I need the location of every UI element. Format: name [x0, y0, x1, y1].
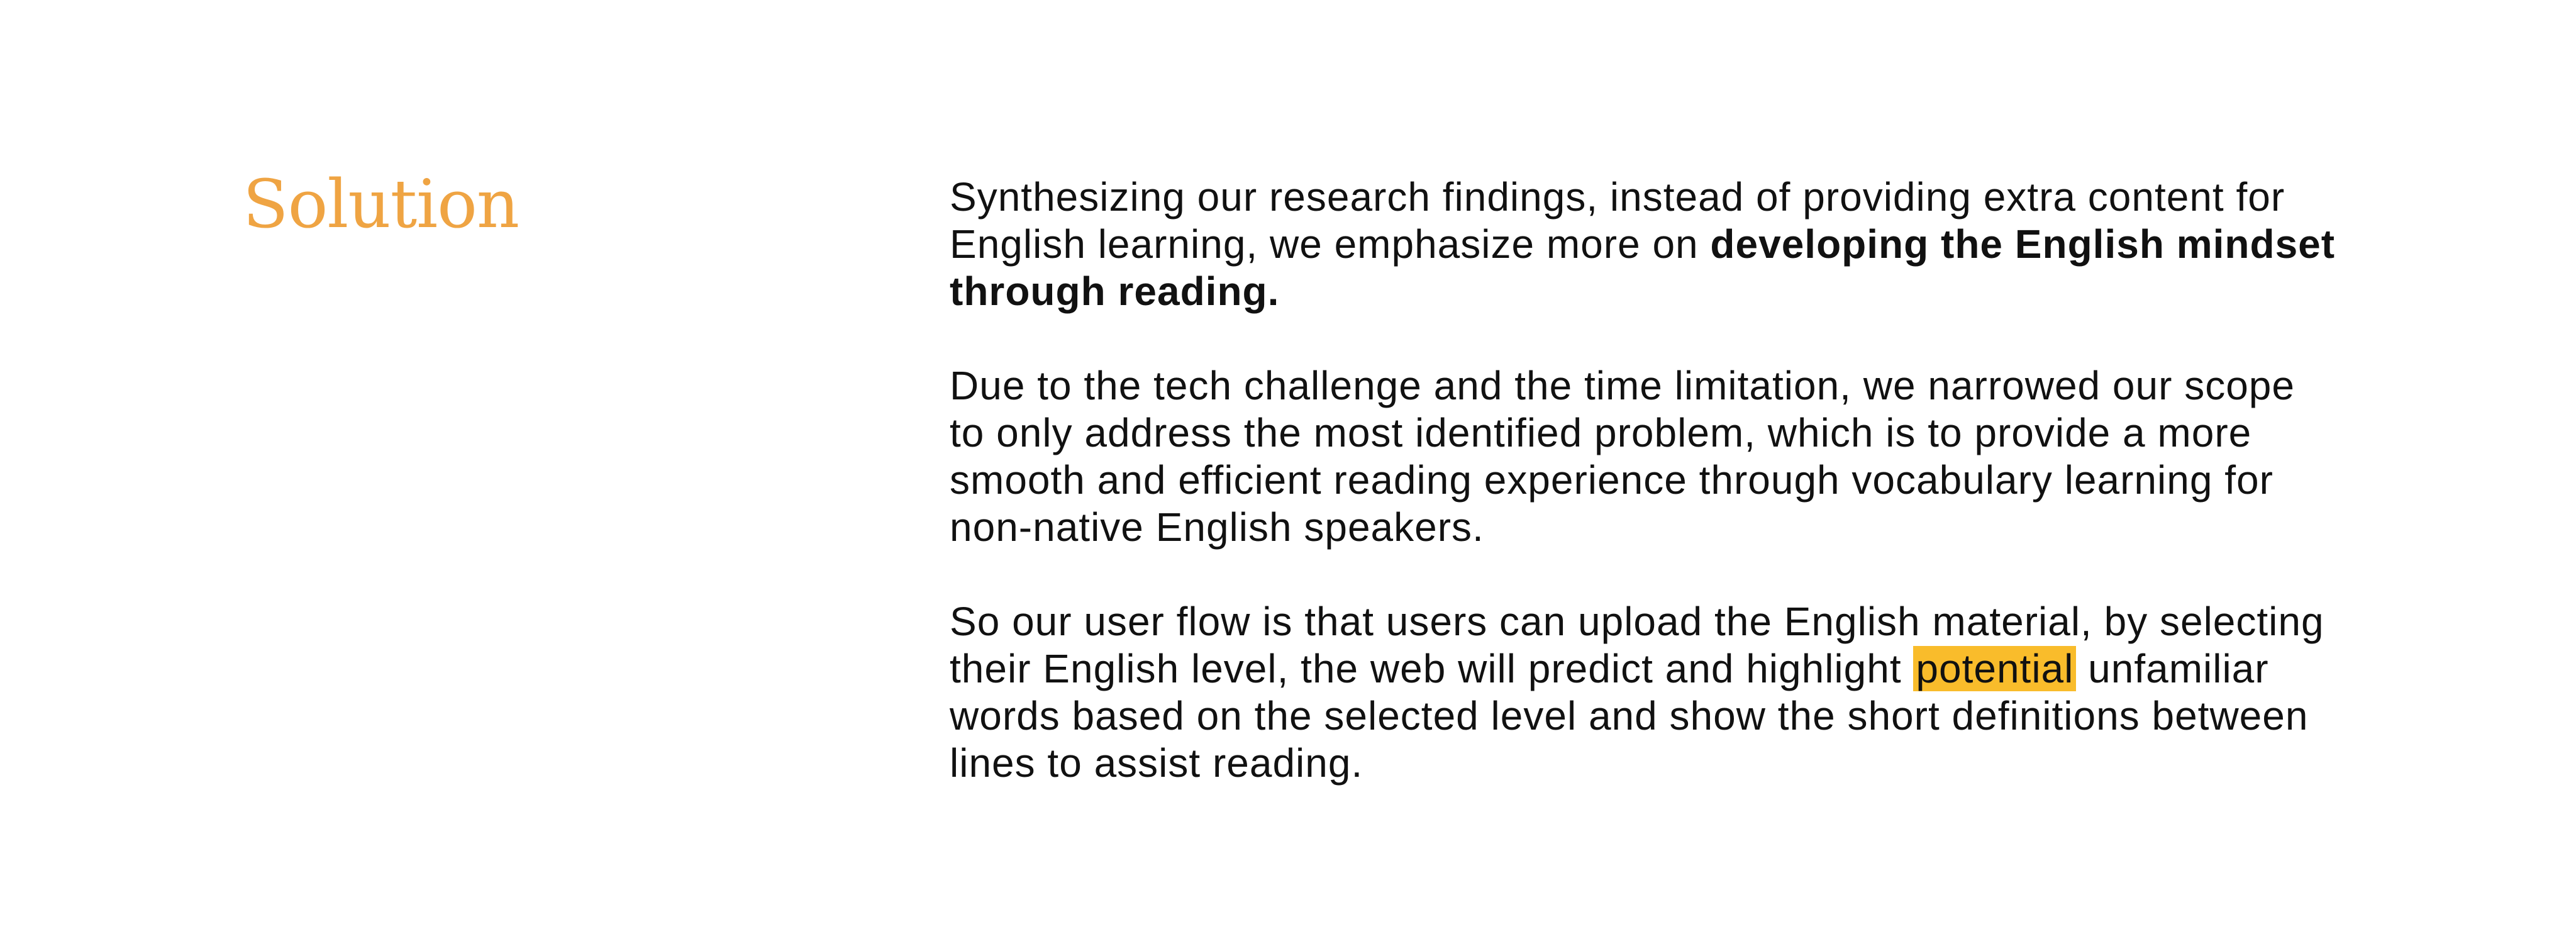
- text-segment: English learning, we emphasize more on: [950, 221, 1711, 267]
- text-segment: their English level, the web will predict and highlight: [950, 646, 1914, 691]
- text-line: Due to the tech challenge and the time limitation, we narrowed our scope: [950, 363, 2295, 408]
- text-line: words based on the selected level and show the short definitions between: [950, 693, 2309, 738]
- section-title: Solution: [243, 165, 519, 243]
- text-line: to only address the most identified problem, which is to provide a more: [950, 410, 2252, 455]
- text-line: [950, 645, 2396, 693]
- text-line: lines to assist reading.: [950, 740, 1363, 786]
- paragraph-user-flow: [950, 598, 2396, 787]
- text-line: non-native English speakers.: [950, 504, 1484, 550]
- text-line: Synthesizing our research findings, instead of providing extra content for: [950, 174, 2285, 220]
- text-line: smooth and efficient reading experience through vocabulary learning for: [950, 457, 2273, 503]
- text-line: [950, 221, 2396, 268]
- paragraph-synthesis: [950, 174, 2396, 315]
- text-line: So our user flow is that users can upload the English material, by selecting: [950, 599, 2324, 644]
- emphasis-text: through reading.: [950, 269, 1280, 314]
- paragraph-scope: [950, 362, 2396, 551]
- text-segment: unfamiliar: [2076, 646, 2269, 691]
- emphasis-text: developing the English mindset: [1710, 221, 2336, 267]
- solution-body: [950, 174, 2396, 787]
- highlighted-word: potential: [1913, 646, 2076, 691]
